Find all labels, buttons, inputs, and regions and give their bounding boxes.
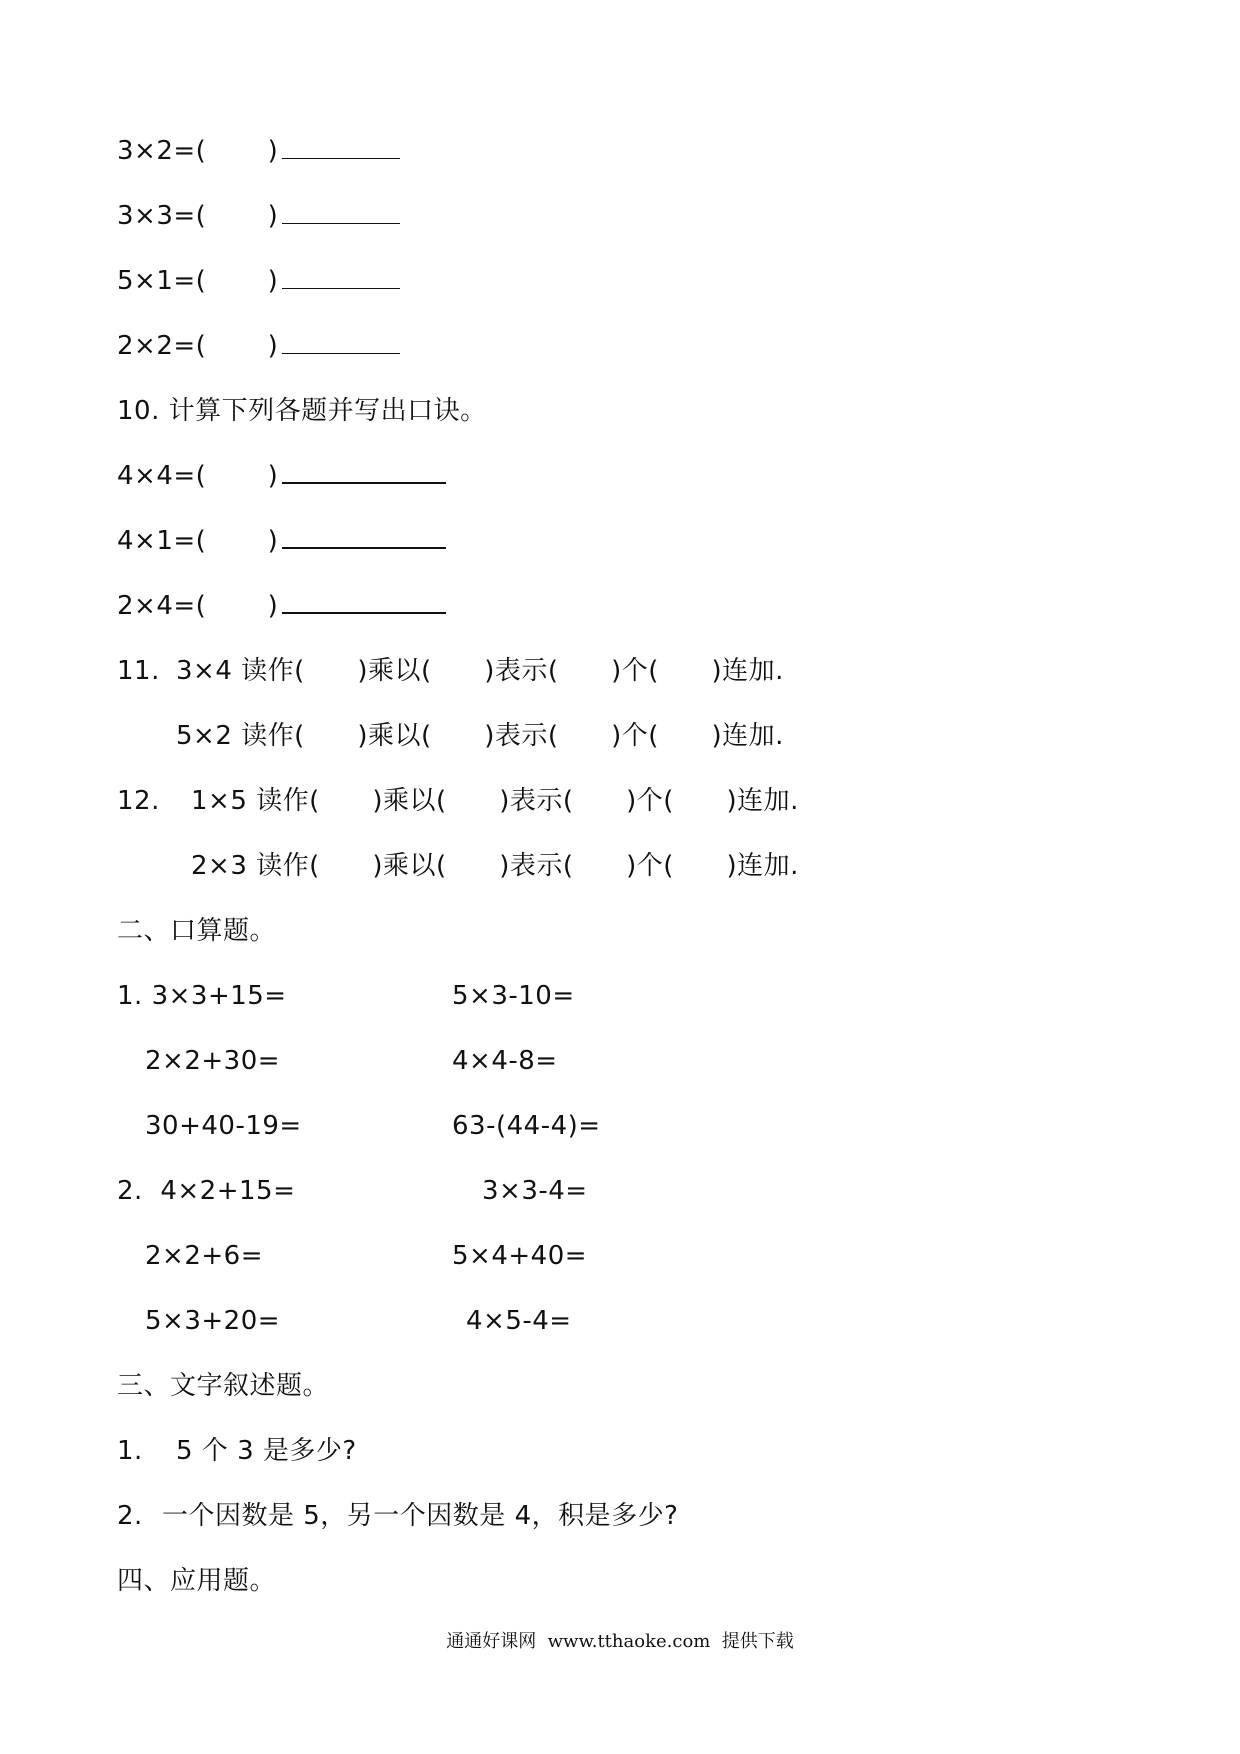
q12-line-1: 1×5 读作( )乘以( )表示( )个( )连加. [191, 786, 799, 816]
q10-line-1: 4×4=( ) [117, 456, 446, 496]
q12-line-2: 2×3 读作( )乘以( )表示( )个( )连加. [191, 851, 799, 881]
section4-title: 四、应用题。 [117, 1566, 277, 1596]
q11-line-1: 3×4 读作( )乘以( )表示( )个( )连加. [176, 656, 784, 686]
answer-blank[interactable] [282, 481, 446, 484]
q10-line-3: 2×4=( ) [117, 586, 446, 626]
word-problem-2-text: 一个因数是 5，另一个因数是 4，积是多少? [162, 1501, 679, 1531]
calc-left-6: 5×3+20= [145, 1306, 281, 1336]
q12-number: 12. [117, 786, 160, 816]
calc-right-2: 4×4-8= [452, 1046, 558, 1076]
q9-line-1: 3×2=( ) [117, 131, 400, 171]
answer-blank[interactable] [282, 287, 400, 289]
q9-line-4: 2×2=( ) [117, 326, 400, 366]
calc-right-5: 5×4+40= [452, 1241, 588, 1271]
answer-blank[interactable] [282, 222, 400, 224]
word-problem-2-number: 2. [117, 1501, 143, 1531]
answer-blank[interactable] [282, 546, 446, 549]
q9-line-3: 5×1=( ) [117, 261, 400, 301]
q11-line-2: 5×2 读作( )乘以( )表示( )个( )连加. [176, 721, 784, 751]
q11-number: 11. [117, 656, 160, 686]
section2-title: 二、口算题。 [117, 916, 277, 946]
calc-left-4: 2. 4×2+15= [117, 1176, 296, 1206]
calc-right-1: 5×3-10= [452, 981, 575, 1011]
answer-blank[interactable] [282, 352, 400, 354]
answer-blank[interactable] [282, 611, 446, 614]
calc-right-6: 4×5-4= [466, 1306, 572, 1336]
answer-blank[interactable] [282, 157, 400, 159]
calc-left-5: 2×2+6= [145, 1241, 263, 1271]
word-problem-1-text: 5 个 3 是多少? [176, 1436, 357, 1466]
q10-line-2: 4×1=( ) [117, 521, 446, 561]
q10-title: 10. 计算下列各题并写出口诀。 [117, 396, 487, 426]
q9-line-2: 3×3=( ) [117, 196, 400, 236]
footer-source: 通通好课网 www.tthaoke.com 提供下载 [446, 1631, 794, 1652]
section3-title: 三、文字叙述题。 [117, 1371, 330, 1401]
word-problem-1-number: 1. [117, 1436, 143, 1466]
calc-left-3: 30+40-19= [145, 1111, 302, 1141]
calc-left-1: 1. 3×3+15= [117, 981, 287, 1011]
calc-left-2: 2×2+30= [145, 1046, 281, 1076]
calc-right-4: 3×3-4= [482, 1176, 588, 1206]
calc-right-3: 63-(44-4)= [452, 1111, 601, 1141]
